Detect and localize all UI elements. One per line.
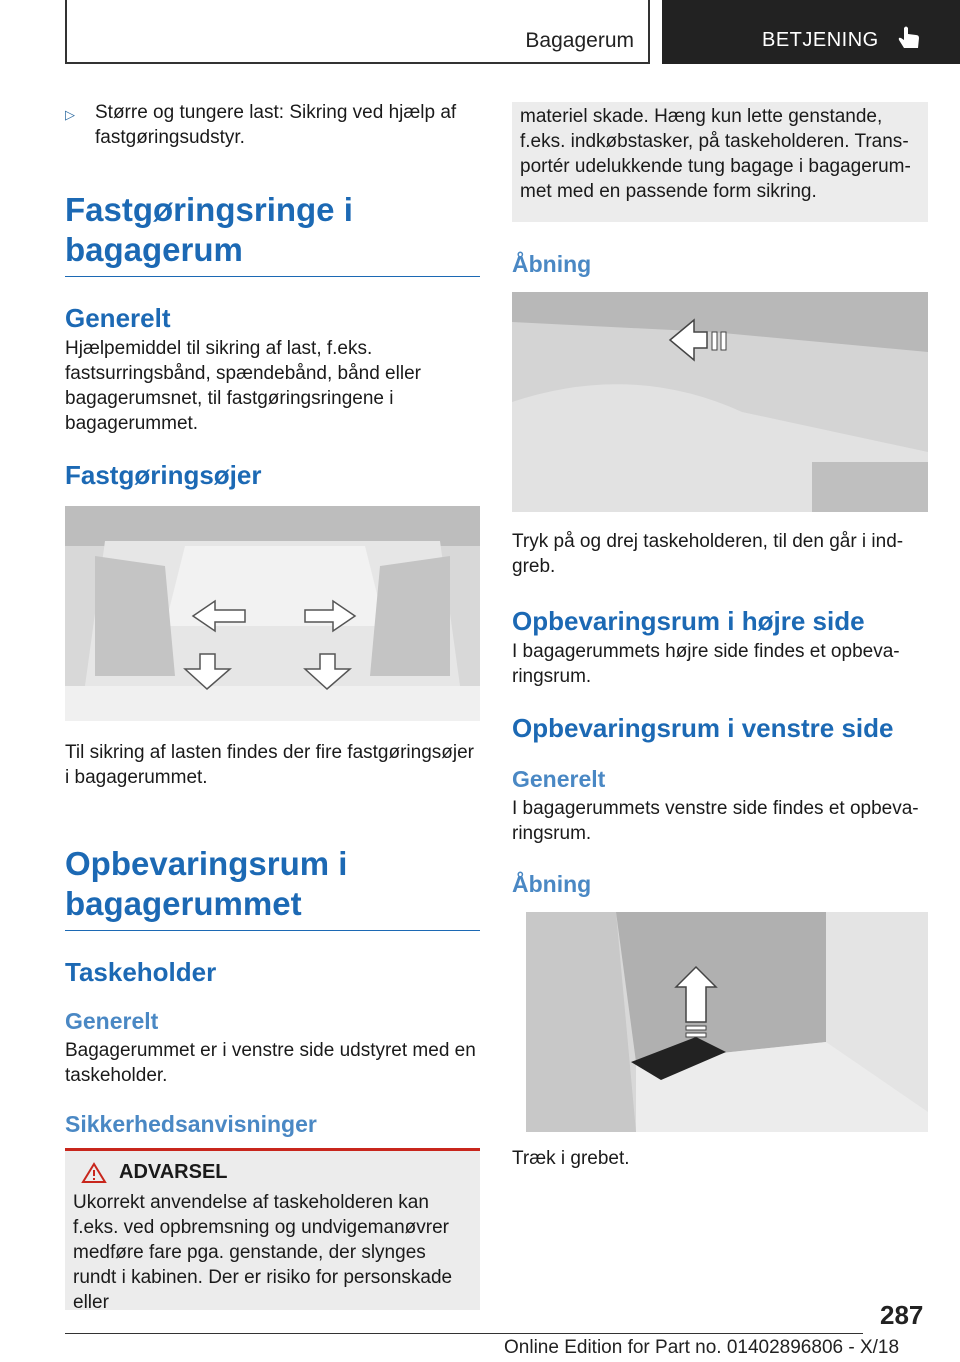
bullet-item bbox=[65, 100, 480, 150]
heading-generelt-3: Generelt bbox=[512, 766, 606, 792]
warning-box bbox=[65, 1148, 480, 1313]
left-compartment-illustration bbox=[526, 912, 928, 1132]
left-column bbox=[65, 100, 480, 1313]
warning-title: ADVARSEL bbox=[119, 1161, 228, 1183]
heading-fastgoringsringe: Fastgøringsringe i bagagerum bbox=[65, 190, 480, 277]
header-section-title: Bagagerum bbox=[525, 29, 634, 52]
heading-taskeholder: Taskeholder bbox=[65, 957, 217, 987]
header-chapter-box bbox=[662, 0, 960, 64]
bag-holder-image bbox=[512, 292, 928, 512]
warning-text: Ukorrekt anvendelse af taskeholderen kan f.eks. ved opbremsning og undvigemanøvrer medføre fare pga. genstande, der slynges rundt i kabinen. Der er risiko for personskade eller bbox=[73, 1192, 453, 1313]
heading-sikkerhedsanvisninger: Sikkerhedsanvisninger bbox=[65, 1111, 317, 1137]
warning-heading bbox=[81, 1161, 472, 1184]
heading-venstre-side: Opbevaringsrum i venstre side bbox=[512, 713, 894, 743]
paragraph-abning-1: Tryk på og drej taskeholderen, til den går i indgreb. bbox=[512, 531, 904, 577]
warning-text-continued: materiel skade. Hæng kun lette genstande, f.eks. indkøbstasker, på taskeholderen. Transportér udelukkende tung bagage i bagagerummet med en passende form sikring. bbox=[520, 106, 911, 202]
header-chapter-title: BETJENING bbox=[762, 29, 879, 51]
warning-box-continued bbox=[512, 102, 928, 222]
page-header bbox=[0, 0, 960, 66]
heading-abning-1: Åbning bbox=[512, 251, 592, 277]
heading-generelt: Generelt bbox=[65, 303, 171, 333]
trunk-tie-down-image bbox=[65, 506, 480, 721]
warning-triangle-icon bbox=[81, 1162, 107, 1184]
heading-opbevaringsrum: Opbevaringsrum i bagagerummet bbox=[65, 844, 480, 931]
bag-holder-illustration bbox=[512, 292, 928, 512]
bullet-text: Større og tungere last: Sikring ved hjælp af fastgøringsudstyr. bbox=[95, 102, 457, 148]
left-compartment-image bbox=[526, 912, 928, 1132]
trunk-illustration bbox=[65, 506, 480, 721]
heading-abning-2: Åbning bbox=[512, 871, 592, 897]
page-number: 287 bbox=[880, 1300, 924, 1330]
heading-hojre-side: Opbevaringsrum i højre side bbox=[512, 606, 865, 636]
footer-divider bbox=[65, 1333, 863, 1334]
paragraph-fastgoringsojer: Til sikring af lasten findes der fire fastgøringsøjer i bagagerummet. bbox=[65, 742, 475, 788]
paragraph-taskeholder: Bagagerummet er i venstre side udstyret med en taskeholder. bbox=[65, 1040, 476, 1086]
hand-pointer-icon bbox=[894, 24, 924, 54]
heading-generelt-2: Generelt bbox=[65, 1008, 159, 1034]
paragraph-venstre-side: I bagagerummets venstre side findes et opbevaringsrum. bbox=[512, 798, 919, 844]
paragraph-generelt: Hjælpemiddel til sikring af last, f.eks. fastsurringsbånd, spændebånd, bånd eller bagagerumsnet, til fastgøringsringene i bagagerummet. bbox=[65, 338, 421, 434]
paragraph-abning-2: Træk i grebet. bbox=[512, 1148, 630, 1169]
heading-fastgoringsojer: Fastgøringsøjer bbox=[65, 460, 262, 490]
header-section-box bbox=[65, 0, 650, 64]
right-column bbox=[512, 102, 928, 1171]
paragraph-hojre-side: I bagagerummets højre side findes et opbevaringsrum. bbox=[512, 641, 900, 687]
triangle-bullet-icon: ▷ bbox=[65, 107, 75, 122]
footer-edition: Online Edition for Part no. 01402896806 - X/18 bbox=[504, 1337, 900, 1358]
